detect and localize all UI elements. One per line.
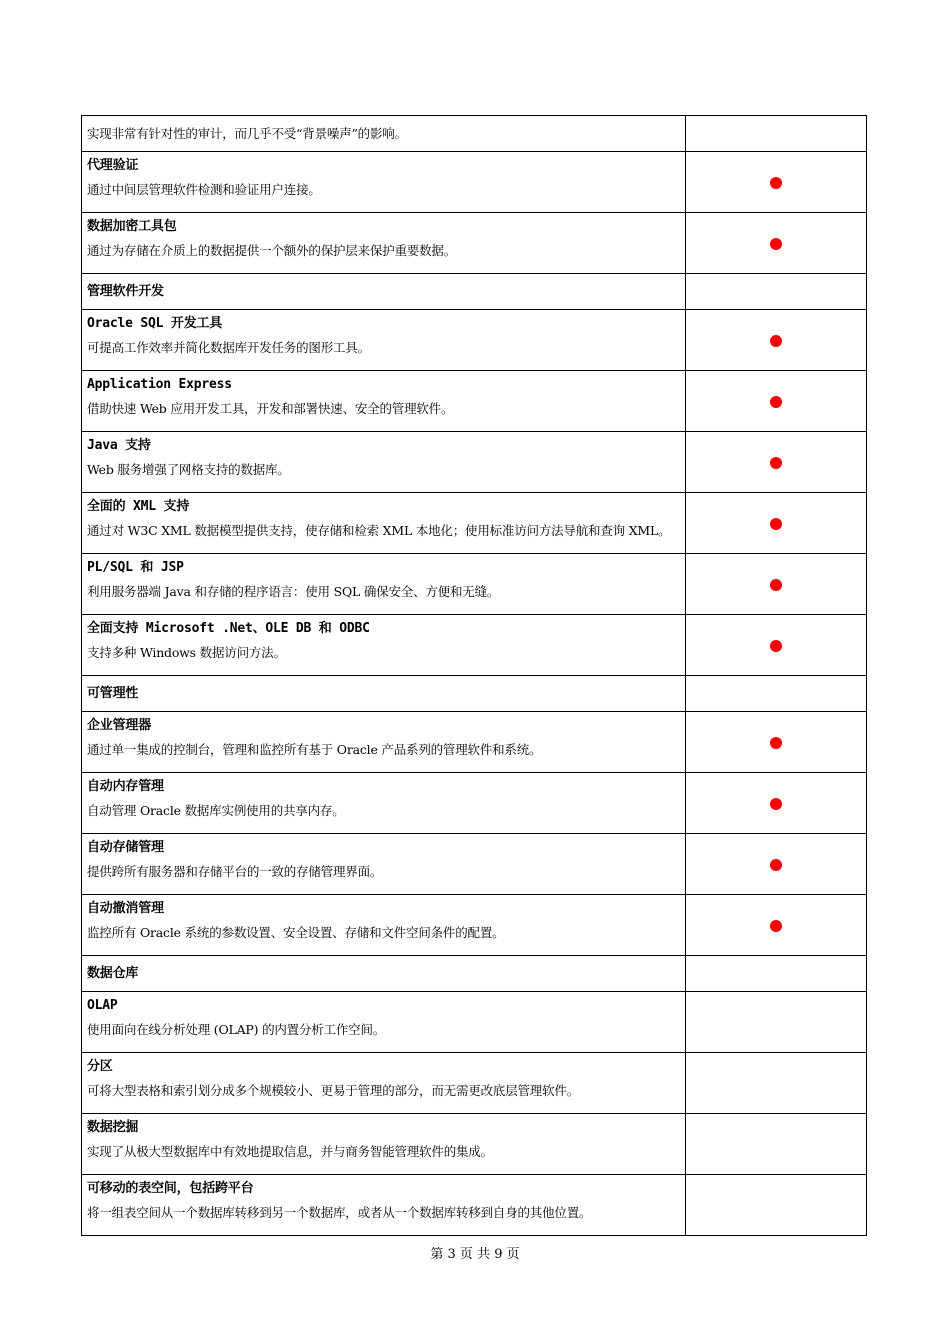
supported-dot-icon <box>770 335 782 347</box>
table-row <box>82 992 867 1053</box>
feature-cell <box>82 371 686 432</box>
feature-description: 借助快速 Web 应用开发工具，开发和部署快速、安全的管理软件。 <box>87 401 454 416</box>
feature-title: 全面支持 Microsoft .Net、OLE DB 和 ODBC <box>87 621 370 636</box>
supported-dot-icon <box>770 920 782 932</box>
supported-dot-icon <box>770 396 782 408</box>
feature-cell <box>82 432 686 493</box>
support-cell <box>686 1175 867 1236</box>
feature-cell <box>82 712 686 773</box>
feature-description: 可将大型表格和索引划分成多个规模较小、更易于管理的部分，而无需更改底层管理软件。 <box>87 1083 580 1098</box>
feature-description: 通过中间层管理软件检测和验证用户连接。 <box>87 182 321 197</box>
table-row <box>82 773 867 834</box>
support-cell <box>686 773 867 834</box>
feature-cell <box>82 834 686 895</box>
support-cell <box>686 1053 867 1114</box>
section-title: 管理软件开发 <box>87 284 164 299</box>
feature-cell <box>82 310 686 371</box>
feature-table-body <box>82 116 867 1236</box>
support-cell <box>686 992 867 1053</box>
table-row <box>82 834 867 895</box>
feature-table <box>81 115 867 1236</box>
feature-title: PL/SQL 和 JSP <box>87 560 184 575</box>
support-cell <box>686 956 867 992</box>
feature-description: 实现非常有针对性的审计，而几乎不受“背景噪声”的影响。 <box>87 126 407 141</box>
table-row <box>82 1175 867 1236</box>
feature-description: 通过单一集成的控制台，管理和监控所有基于 Oracle 产品系列的管理软件和系统。 <box>87 742 542 757</box>
feature-title: Oracle SQL 开发工具 <box>87 316 223 331</box>
support-cell <box>686 1114 867 1175</box>
feature-title: 自动存储管理 <box>87 840 164 855</box>
support-cell <box>686 554 867 615</box>
table-row <box>82 615 867 676</box>
feature-description: 监控所有 Oracle 系统的参数设置、安全设置、存储和文件空间条件的配置。 <box>87 925 505 940</box>
feature-title: Application Express <box>87 377 232 392</box>
feature-description: 通过为存储在介质上的数据提供一个额外的保护层来保护重要数据。 <box>87 243 457 258</box>
supported-dot-icon <box>770 798 782 810</box>
feature-cell <box>82 992 686 1053</box>
support-cell <box>686 895 867 956</box>
table-row <box>82 493 867 554</box>
feature-description: 支持多种 Windows 数据访问方法。 <box>87 645 286 660</box>
table-row <box>82 554 867 615</box>
feature-title: Java 支持 <box>87 438 151 453</box>
feature-cell <box>82 1114 686 1175</box>
table-row <box>82 371 867 432</box>
feature-description: 将一组表空间从一个数据库转移到另一个数据库，或者从一个数据库转移到自身的其他位置。 <box>87 1205 592 1220</box>
feature-cell <box>82 895 686 956</box>
supported-dot-icon <box>770 859 782 871</box>
feature-description: 可提高工作效率并简化数据库开发任务的图形工具。 <box>87 340 370 355</box>
feature-description: Web 服务增强了网格支持的数据库。 <box>87 462 290 477</box>
support-cell <box>686 615 867 676</box>
table-row <box>82 1114 867 1175</box>
feature-title: 企业管理器 <box>87 718 152 733</box>
feature-title: 代理验证 <box>87 158 139 173</box>
support-cell <box>686 152 867 213</box>
feature-cell <box>82 676 686 712</box>
page-footer: 第 3 页 共 9 页 <box>430 1247 520 1262</box>
support-cell <box>686 493 867 554</box>
feature-title: 自动内存管理 <box>87 779 164 794</box>
support-cell <box>686 676 867 712</box>
feature-cell <box>82 554 686 615</box>
feature-title: 分区 <box>87 1059 113 1074</box>
table-row <box>82 310 867 371</box>
support-cell <box>686 712 867 773</box>
feature-title: 可移动的表空间，包括跨平台 <box>87 1181 254 1196</box>
feature-cell <box>82 1053 686 1114</box>
feature-description: 提供跨所有服务器和存储平台的一致的存储管理界面。 <box>87 864 383 879</box>
feature-title: 全面的 XML 支持 <box>87 499 190 514</box>
table-row <box>82 712 867 773</box>
feature-title: 数据挖掘 <box>87 1120 139 1135</box>
feature-cell <box>82 213 686 274</box>
support-cell <box>686 213 867 274</box>
support-cell <box>686 310 867 371</box>
feature-description: 实现了从极大型数据库中有效地提取信息，并与商务智能管理软件的集成。 <box>87 1144 493 1159</box>
feature-cell <box>82 615 686 676</box>
feature-description: 自动管理 Oracle 数据库实例使用的共享内存。 <box>87 803 345 818</box>
section-row <box>82 956 867 992</box>
feature-cell <box>82 152 686 213</box>
section-row <box>82 676 867 712</box>
table-row <box>82 895 867 956</box>
supported-dot-icon <box>770 579 782 591</box>
support-cell <box>686 834 867 895</box>
table-row <box>82 1053 867 1114</box>
feature-description: 利用服务器端 Java 和存储的程序语言：使用 SQL 确保安全、方便和无缝。 <box>87 584 500 599</box>
feature-cell <box>82 1175 686 1236</box>
supported-dot-icon <box>770 640 782 652</box>
table-row <box>82 432 867 493</box>
table-row <box>82 116 867 152</box>
supported-dot-icon <box>770 177 782 189</box>
feature-description: 通过对 W3C XML 数据模型提供支持，使存储和检索 XML 本地化；使用标准访问方法导航和查询 XML。 <box>87 523 671 538</box>
feature-cell <box>82 493 686 554</box>
feature-title: 数据加密工具包 <box>87 219 177 234</box>
feature-cell <box>82 116 686 152</box>
supported-dot-icon <box>770 238 782 250</box>
section-row <box>82 274 867 310</box>
supported-dot-icon <box>770 518 782 530</box>
feature-cell <box>82 773 686 834</box>
table-row <box>82 213 867 274</box>
section-title: 数据仓库 <box>87 966 139 981</box>
section-title: 可管理性 <box>87 686 139 701</box>
feature-title: 自动撤消管理 <box>87 901 164 916</box>
supported-dot-icon <box>770 737 782 749</box>
feature-cell <box>82 956 686 992</box>
support-cell <box>686 432 867 493</box>
support-cell <box>686 116 867 152</box>
table-row <box>82 152 867 213</box>
support-cell <box>686 371 867 432</box>
feature-cell <box>82 274 686 310</box>
feature-title: OLAP <box>87 998 118 1013</box>
feature-description: 使用面向在线分析处理 (OLAP) 的内置分析工作空间。 <box>87 1022 386 1037</box>
supported-dot-icon <box>770 457 782 469</box>
support-cell <box>686 274 867 310</box>
